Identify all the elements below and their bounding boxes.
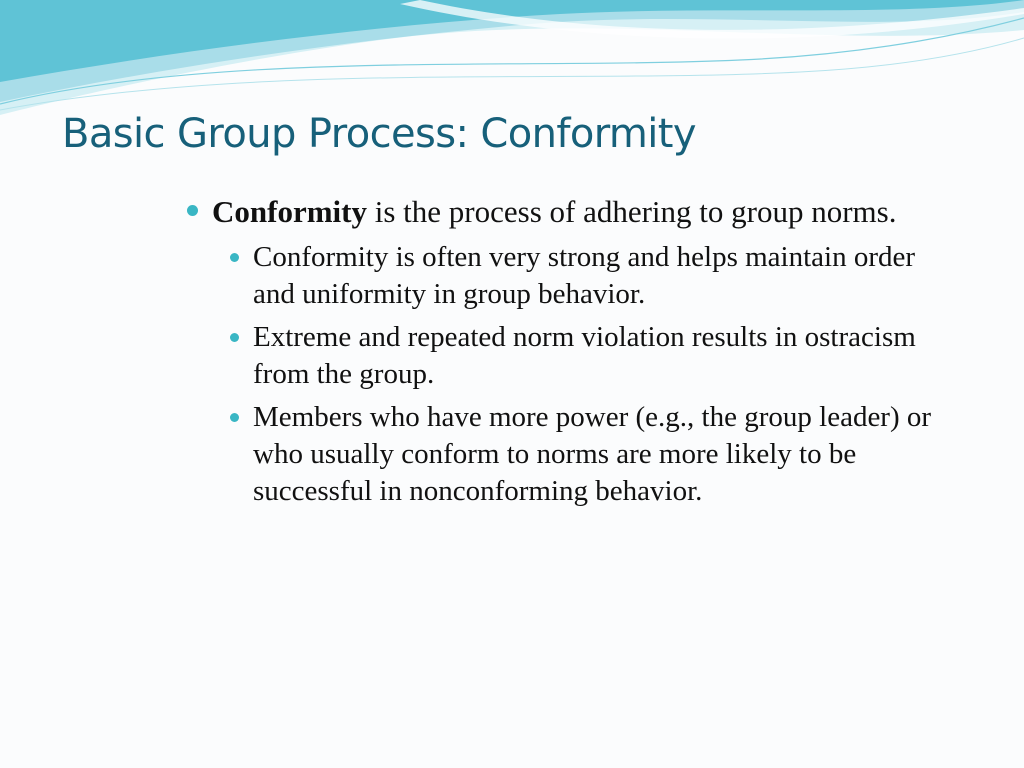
sub-bullet-text: Members who have more power (e.g., the group leader) or who usually conform to norms are more likely to be successful in nonconforming behavior. — [253, 401, 932, 507]
sub-bullet-text: Extreme and repeated norm violation results in ostracism from the group. — [253, 321, 916, 390]
filled-circle-bullet-icon — [230, 413, 239, 422]
sub-bullet-item — [253, 239, 964, 313]
main-bullet-text: is the process of adhering to group norms. — [366, 194, 897, 229]
sub-bullet-item — [253, 399, 964, 510]
bullet-list — [184, 192, 964, 516]
bold-term: Conformity — [212, 194, 367, 229]
filled-circle-bullet-icon — [230, 333, 239, 342]
slide-title: Basic Group Process: Conformity — [62, 111, 696, 157]
filled-circle-bullet-icon — [187, 205, 198, 216]
main-bullet-item — [184, 192, 964, 231]
filled-circle-bullet-icon — [230, 253, 239, 262]
sub-bullet-text: Conformity is often very strong and helps maintain order and uniformity in group behavior. — [253, 241, 916, 310]
sub-bullet-item — [253, 319, 964, 393]
